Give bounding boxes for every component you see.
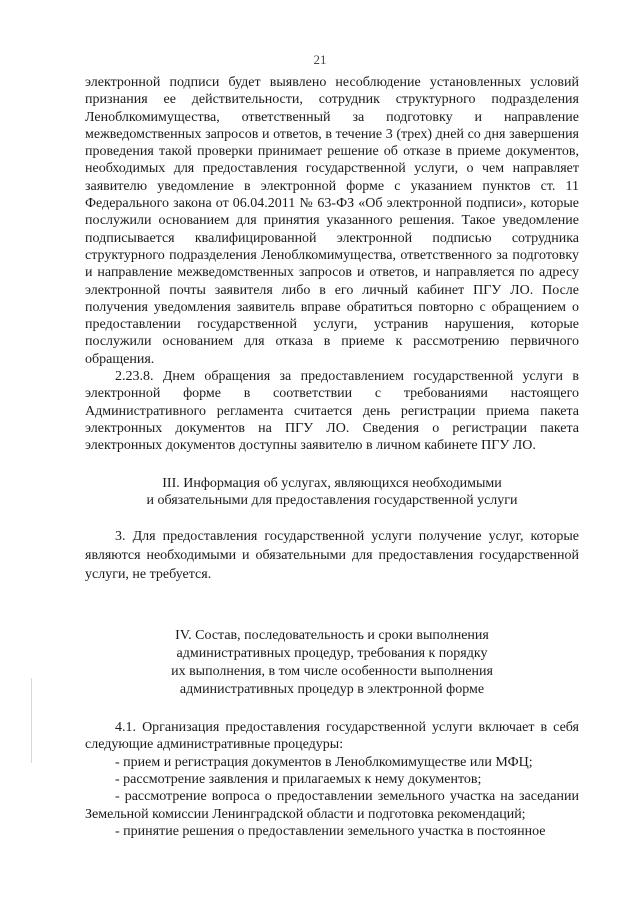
paragraph-2-23-8: 2.23.8. Днем обращения за предоставлением государственной услуги в электронной форме в соответствии с требованиями настоящего Административного регламента считается день регистрации приема пакета электронных документов на ПГУ ЛО. Сведения о регистрации пакета электронных документов доступны заявителю в личном кабинете ПГУ ЛО. [85,369,579,454]
list-item: - рассмотрение заявления и прилагаемых к нему документов; [115,772,482,788]
section-3-heading-line2: и обязательными для предоставления государственной услуги [146,492,518,508]
section-4-heading-line2: административных процедур, требования к порядку [176,646,488,662]
section-3-heading [85,475,579,510]
section-4-heading [85,627,579,699]
paragraph-3: 3. Для предоставления государственной услуги получение услуг, которые являются необходимыми и обязательными для предоставления государственной услуги, не требуется. [85,529,579,583]
section-4-heading-line3: их выполнения, в том числе особенности выполнения [171,664,493,680]
document-body [85,74,579,840]
section-3-heading-line1: III. Информация об услугах, являющихся необходимыми [162,475,502,491]
section-4-heading-line1: IV. Состав, последовательность и сроки выполнения [175,628,489,644]
list-item: - принятие решения о предоставлении земельного участка в постоянное [115,823,546,839]
list-item: - прием и регистрация документов в Леноблкомимуществе или МФЦ; [115,754,533,770]
page-number: 21 [313,52,327,67]
section-4-heading-line4: административных процедур в электронной форме [179,682,485,698]
paragraph-4-1: 4.1. Организация предоставления государственной услуги включает в себя следующие административные процедуры: [85,720,579,753]
margin-mark [31,678,32,763]
list-item: - рассмотрение вопроса о предоставлении земельного участка на заседании Земельной комиссии Ленинградской области и подготовка рекомендаций; [85,789,579,822]
paragraph-continued: электронной подписи будет выявлено несоблюдение установленных условий признания ее действительности, сотрудник структурного подразделения Леноблкомимущества, ответственный за подготовку и направление межведомственных запросов и ответов, в течение 3 (трех) дней со дня завершения проведения такой проверки принимает решение об отказе в приеме документов, необходимых для предоставления государственной услуги, о чем направляет заявителю уведомление в электронной форме с указанием пунктов ст. 11 Федерального закона от 06.04.2011 № 63-ФЗ «Об электронной подписи», которые послужили основанием для принятия указанного решения. Такое уведомление подписывается квалифицированной электронной подписью сотрудника структурного подразделения Леноблкомимущества, ответственного за подготовку и направление межведомственных запросов и ответов, и направляется по адресу электронной почты заявителя либо в его личный кабинет ПГУ ЛО. После получения уведомления заявитель вправе обратиться повторно с обращением о предоставлении государственной услуги, устранив нарушения, которые послужили основанием для отказа в приеме к рассмотрению первичного обращения. [85,75,579,367]
